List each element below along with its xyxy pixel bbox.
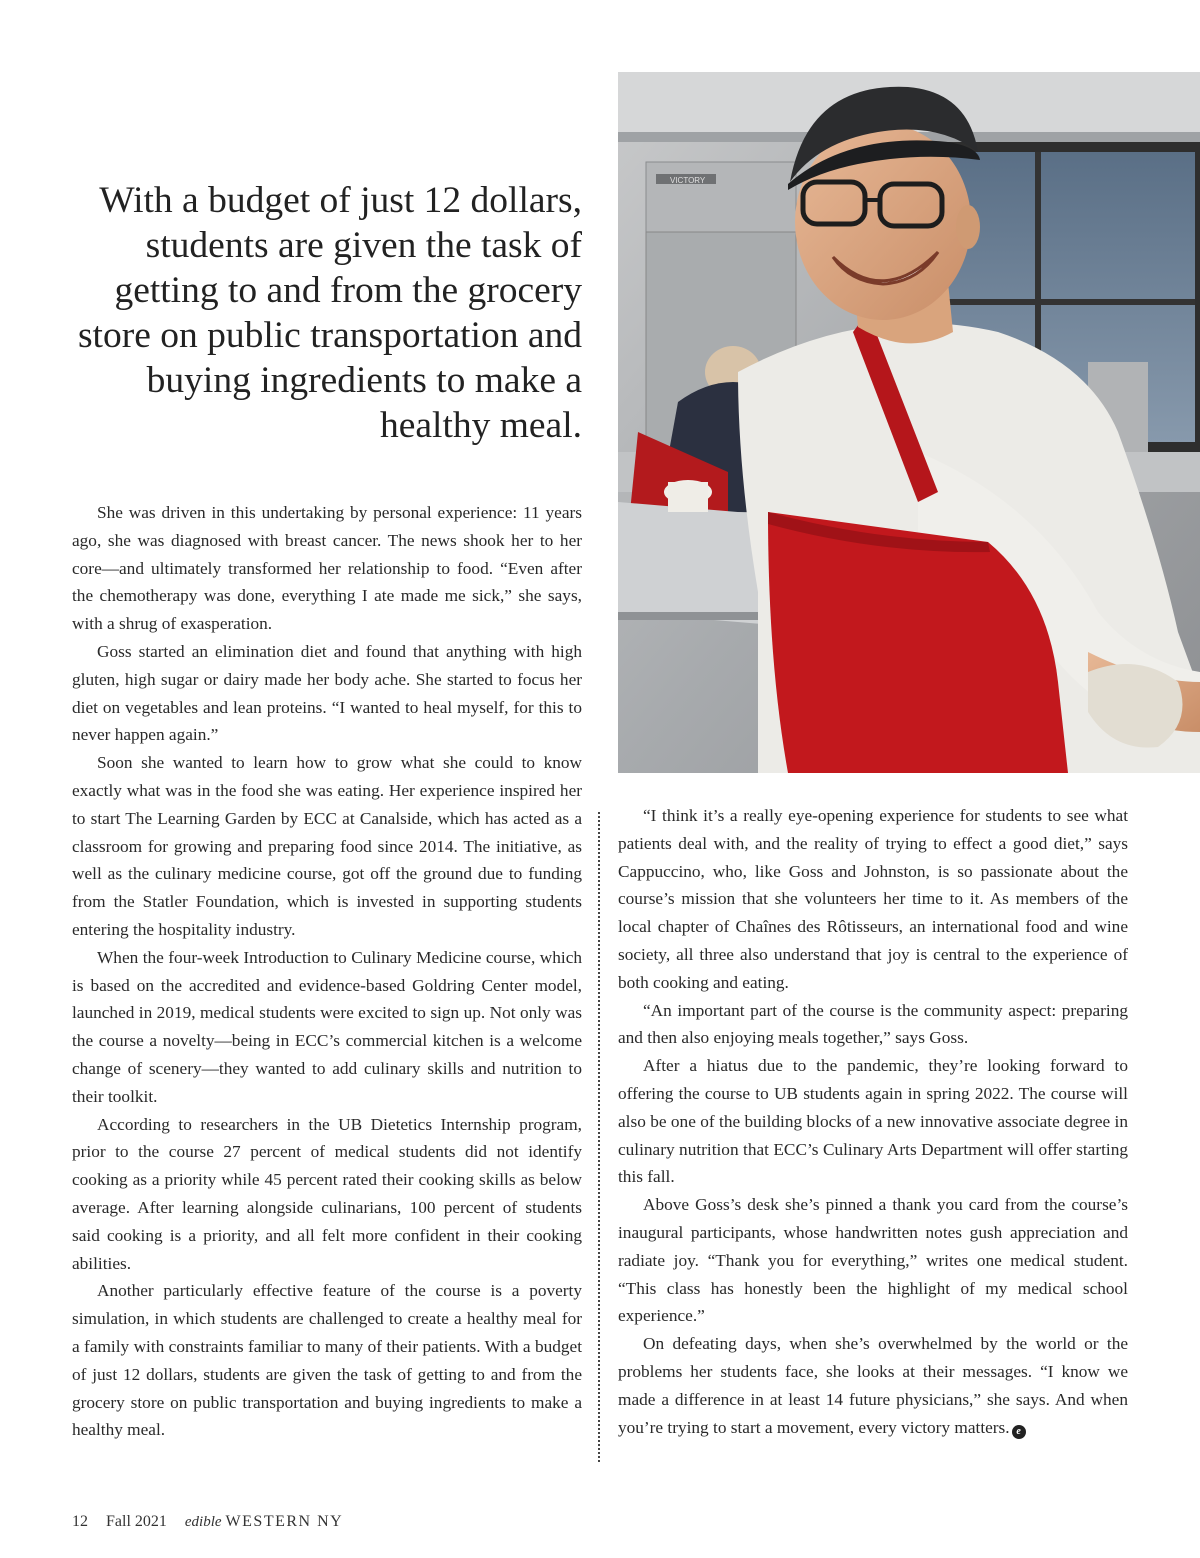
page-footer	[72, 1513, 343, 1531]
article-paragraph: Goss started an elimination diet and found that anything with high gluten, high sugar or dairy made her body ache. She started to focus her diet on vegetables and lean proteins. “I wanted to heal myself, for this to never happen again.”	[72, 641, 582, 745]
article-paragraph: Another particularly effective feature of the course is a poverty simulation, in which students are challenged to create a healthy meal for a family with constraints familiar to many of their patients. With a budget of just 12 dollars, students are given the task of getting to and from the grocery store on public transportation and buying ingredients to make a healthy meal.	[72, 1281, 582, 1440]
chef-photo	[618, 72, 1200, 773]
article-paragraph: She was driven in this undertaking by personal experience: 11 years ago, she was diagnosed with breast cancer. The news shook her to her core—and ultimately transformed her relationship to food. “Even after the chemotherapy was done, everything I ate made me sick,” she says, with a shrug of exasperation.	[72, 503, 582, 634]
column-divider	[598, 812, 600, 1462]
article-column-right	[618, 802, 1128, 1441]
brand-prefix: edible	[184, 1514, 222, 1530]
article-paragraph: Above Goss’s desk she’s pinned a thank you card from the course’s inaugural participants, whose handwritten notes gush appreciation and radiate joy. “Thank you for everything,” writes one medical student. “This class has honestly been the highlight of my medical school experience.”	[618, 1195, 1128, 1326]
stencil-text: VICTORY	[670, 176, 706, 185]
brand-name: WESTERN NY	[225, 1513, 344, 1530]
chef-photo-illustration	[618, 72, 1200, 773]
article-paragraph: “I think it’s a really eye-opening experience for students to see what patients deal with, and the reality of trying to effect a good diet,” says Cappuccino, who, like Goss and Johnston, is so passionate about the course’s mission that she volunteers her time to it. As members of the local chapter of Chaînes des Rôtisseurs, an international food and wine society, all three also understand that joy is central to the experience of both cooking and eating.	[618, 806, 1128, 992]
article-paragraph: On defeating days, when she’s overwhelmed by the world or the problems her students face, she looks at their messages. “I know we made a difference in at least 14 future physicians,” she says. And when you’re trying to start a movement, every victory matters.	[618, 1334, 1128, 1437]
issue-label: Fall 2021	[106, 1513, 167, 1530]
article-paragraph: “An important part of the course is the community aspect: preparing and then also enjoying meals together,” says Goss.	[618, 1000, 1128, 1048]
article-paragraph: When the four-week Introduction to Culinary Medicine course, which is based on the accredited and evidence-based Goldring Center model, launched in 2019, medical students were excited to sign up. Not only was the course a novelty—being in ECC’s commercial kitchen is a welcome change of scenery—they wanted to add culinary skills and nutrition to their toolkit.	[72, 947, 582, 1106]
article-column-left	[72, 499, 582, 1444]
pull-quote: With a budget of just 12 dollars, students are given the task of getting to and from the grocery store on public transportation and buying ingredients to make a healthy meal.	[77, 180, 582, 446]
article-paragraph: After a hiatus due to the pandemic, they’re looking forward to offering the course to UB students again in spring 2022. The course will also be one of the building blocks of a new innovative associate degree in culinary nutrition that ECC’s Culinary Arts Department will offer starting this fall.	[618, 1056, 1128, 1187]
end-mark-icon: e	[1012, 1425, 1026, 1439]
page-number: 12	[72, 1513, 88, 1530]
article-paragraph: According to researchers in the UB Dietetics Internship program, prior to the course 27 percent of medical students did not identify cooking as a priority while 45 percent rated their cooking skills as below average. After learning alongside culinarians, 100 percent of students said cooking is a priority, and all felt more confident in their cooking abilities.	[72, 1114, 582, 1273]
article-paragraph: Soon she wanted to learn how to grow what she could to know exactly what was in the food she was eating. Her experience inspired her to start The Learning Garden by ECC at Canalside, which has acted as a classroom for growing and preparing food since 2014. The initiative, as well as the culinary medicine course, got off the ground due to funding from the Statler Foundation, which is invested in supporting students entering the hospitality industry.	[72, 753, 582, 939]
